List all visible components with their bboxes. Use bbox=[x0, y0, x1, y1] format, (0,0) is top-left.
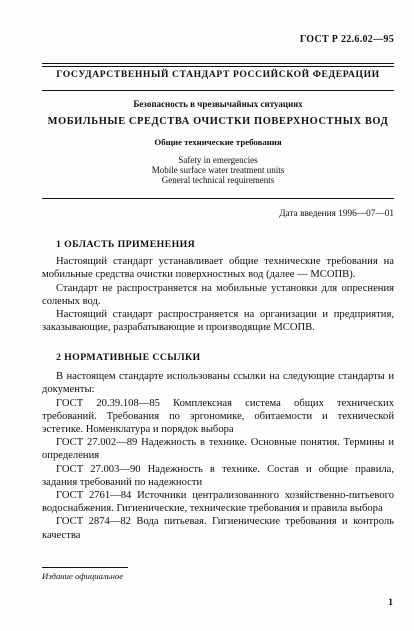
paragraph: Стандарт не распространяется на мобильные установки для опреснения соленых вод. bbox=[42, 282, 394, 307]
english-title-block bbox=[42, 155, 394, 185]
page-number: 1 bbox=[388, 598, 393, 608]
reference-item: ГОСТ 27.003—90 Надежность в технике. Состав и общие правила, задания требований по надежности bbox=[42, 463, 394, 488]
header-rule-thin bbox=[42, 63, 394, 64]
english-title-line: General technical requirements bbox=[161, 175, 275, 185]
paragraph: Настоящий стандарт распространяется на организации и предприятия, заказывающие, разрабатывающие и производящие МСОПВ. bbox=[42, 309, 394, 334]
edition-note: Издание официальное bbox=[42, 571, 124, 581]
series-title: Безопасность в чрезвычайных ситуациях bbox=[133, 99, 303, 109]
reference-item: ГОСТ 27.002—89 Надежность в технике. Основные понятия. Термины и определения bbox=[42, 437, 394, 462]
subtitle: Общие технические требования bbox=[154, 137, 282, 147]
title-block-bottom-rule bbox=[42, 198, 394, 199]
paragraph: В настоящем стандарте использованы ссылки на следующие стандарты и документы: bbox=[42, 371, 394, 396]
section-heading: 1 ОБЛАСТЬ ПРИМЕНЕНИЯ bbox=[56, 239, 196, 250]
footer-rule bbox=[42, 567, 128, 568]
reference-item: ГОСТ 2761—84 Источники централизованного хозяйственно-питьевого водоснабжения. Гигиенические, технические требования и правила выбора bbox=[42, 490, 394, 515]
reference-item: ГОСТ 2874—82 Вода питьевая. Гигиенические требования и контроль качества bbox=[42, 516, 394, 541]
section-2 bbox=[42, 351, 394, 542]
english-title-line: Mobile surface water treatment units bbox=[151, 165, 285, 175]
paragraph: Настоящий стандарт устанавливает общие технические требования на мобильные средства очистки поверхностных вод (далее — МСОПВ). bbox=[42, 256, 394, 281]
reference-item: ГОСТ 20.39.108—85 Комплексная система общих технических требований. Требования по эргономике, обитаемости и технической эстетике. Номенклатура и порядок выбора bbox=[42, 397, 394, 436]
gost-code: ГОСТ Р 22.6.02—95 bbox=[299, 34, 394, 45]
main-title: МОБИЛЬНЫЕ СРЕДСТВА ОЧИСТКИ ПОВЕРХНОСТНЫХ ВОД bbox=[47, 116, 389, 127]
effective-date: Дата введения 1996—07—01 bbox=[279, 209, 394, 219]
header-rule-thick bbox=[42, 66, 394, 67]
standard-title: ГОСУДАРСТВЕННЫЙ СТАНДАРТ РОССИЙСКОЙ ФЕДЕРАЦИИ bbox=[56, 69, 380, 80]
section-1 bbox=[42, 238, 394, 334]
section-heading: 2 НОРМАТИВНЫЕ ССЫЛКИ bbox=[56, 352, 201, 363]
english-title-line: Safety in emergencies bbox=[178, 155, 258, 165]
title-rule bbox=[42, 90, 394, 91]
